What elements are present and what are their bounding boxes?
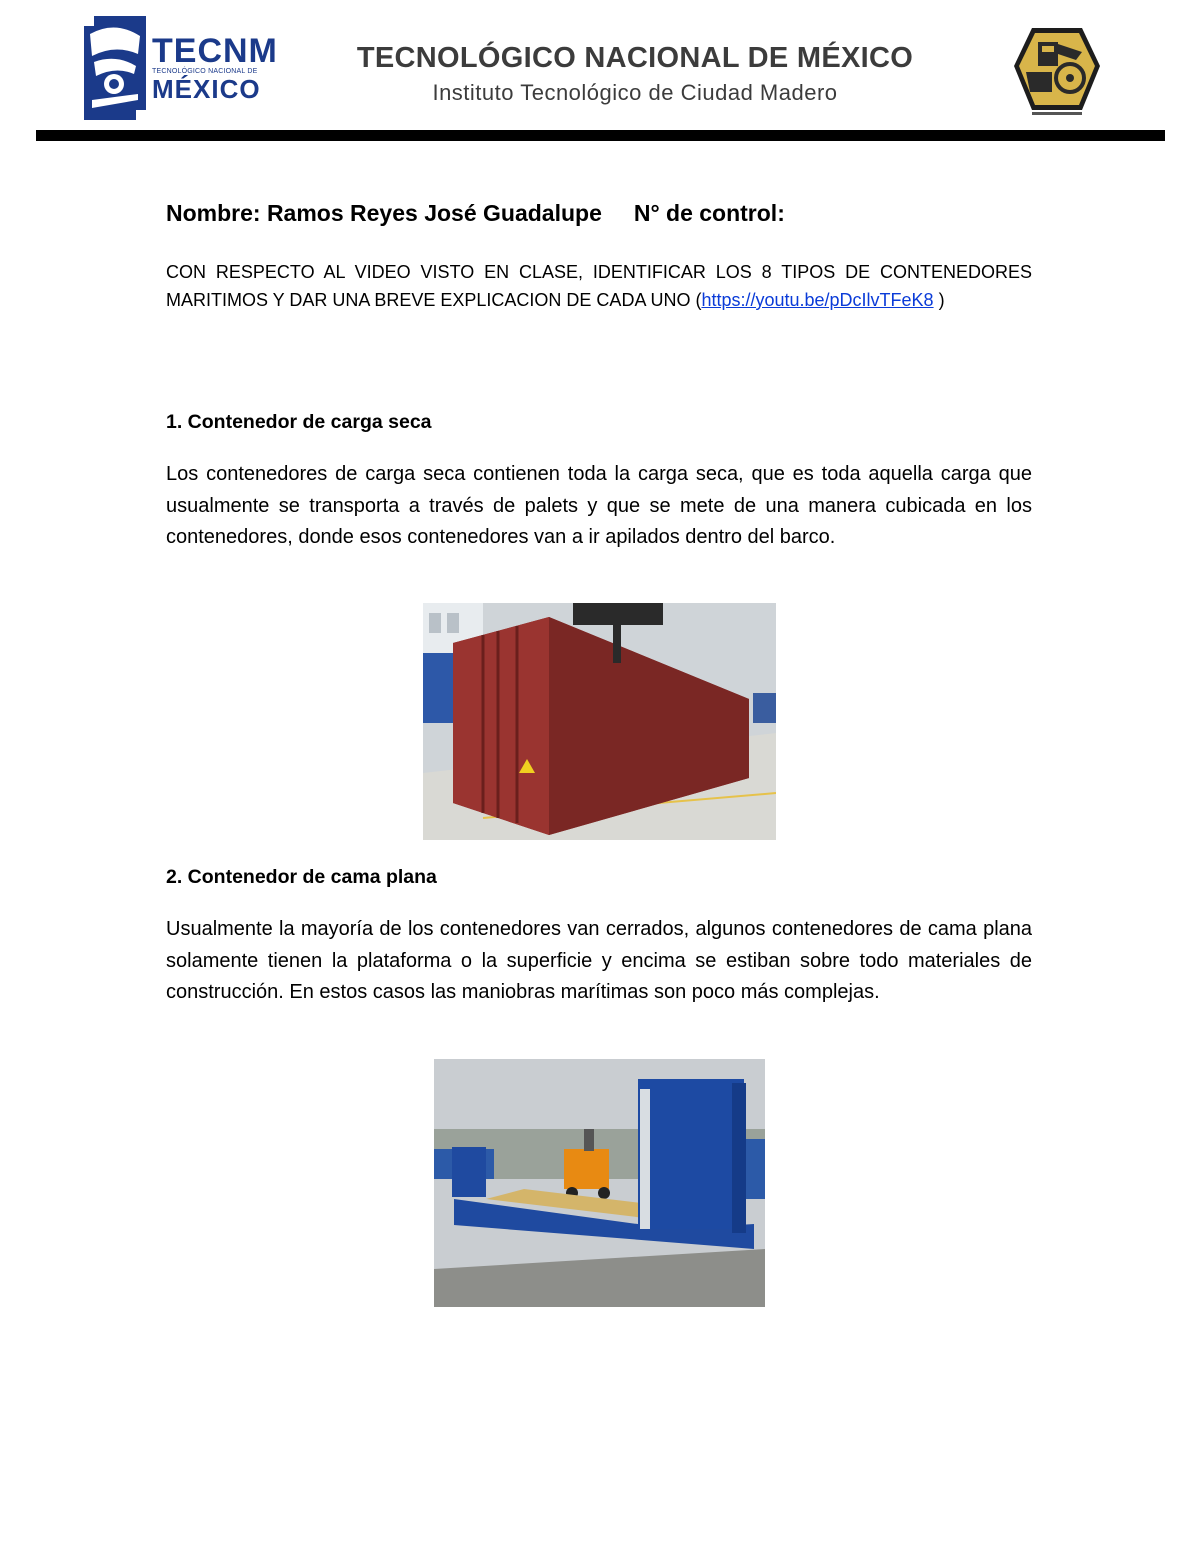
tecnm-subtext: TECNOLÓGICO NACIONAL DE <box>152 68 258 75</box>
itcm-seal-icon <box>1012 26 1102 120</box>
assignment-close: ) <box>933 290 945 310</box>
assignment-text <box>166 258 1032 314</box>
section-1-heading: 1. Contenedor de carga seca <box>166 411 432 433</box>
section-2-heading: 2. Contenedor de cama plana <box>166 866 437 888</box>
header-divider <box>36 130 1165 141</box>
assignment-instructions: CON RESPECTO AL VIDEO VISTO EN CLASE, IDENTIFICAR LOS 8 TIPOS DE CONTENEDORES MARITIMOS Y DAR UNA BREVE EXPLICACION DE CADA UNO ( <box>166 262 1032 310</box>
tecnm-word: TECNM <box>152 32 278 70</box>
institution-subtitle: Instituto Tecnológico de Ciudad Madero <box>432 80 838 105</box>
institution-title: TECNOLÓGICO NACIONAL DE MÉXICO <box>356 42 914 74</box>
video-link[interactable]: https://youtu.be/pDcIlvTFeK8 <box>701 290 934 310</box>
flat-rack-container-photo <box>434 1059 765 1307</box>
section-2-body: Usualmente la mayoría de los contenedores van cerrados, algunos contenedores de cama plana solamente tienen la plataforma o la superficie y encima se estiban sobre todo materiales de construcción. En estos casos las maniobras marítimas son poco más complejas. <box>166 918 1032 1003</box>
student-info <box>166 200 1032 227</box>
section-1-body: Los contenedores de carga seca contienen toda la carga seca, que es toda aquella carga que usualmente se transporta a través de palets y que se mete de una manera cubicada en los contenedores, donde esos contenedores van a ir apilados dentro del barco. <box>166 463 1032 548</box>
tecnm-country: MÉXICO <box>152 74 261 104</box>
dry-cargo-container-photo <box>423 603 776 840</box>
control-number-label: N° de control: <box>633 200 785 226</box>
student-name: Nombre: Ramos Reyes José Guadalupe <box>166 200 602 226</box>
